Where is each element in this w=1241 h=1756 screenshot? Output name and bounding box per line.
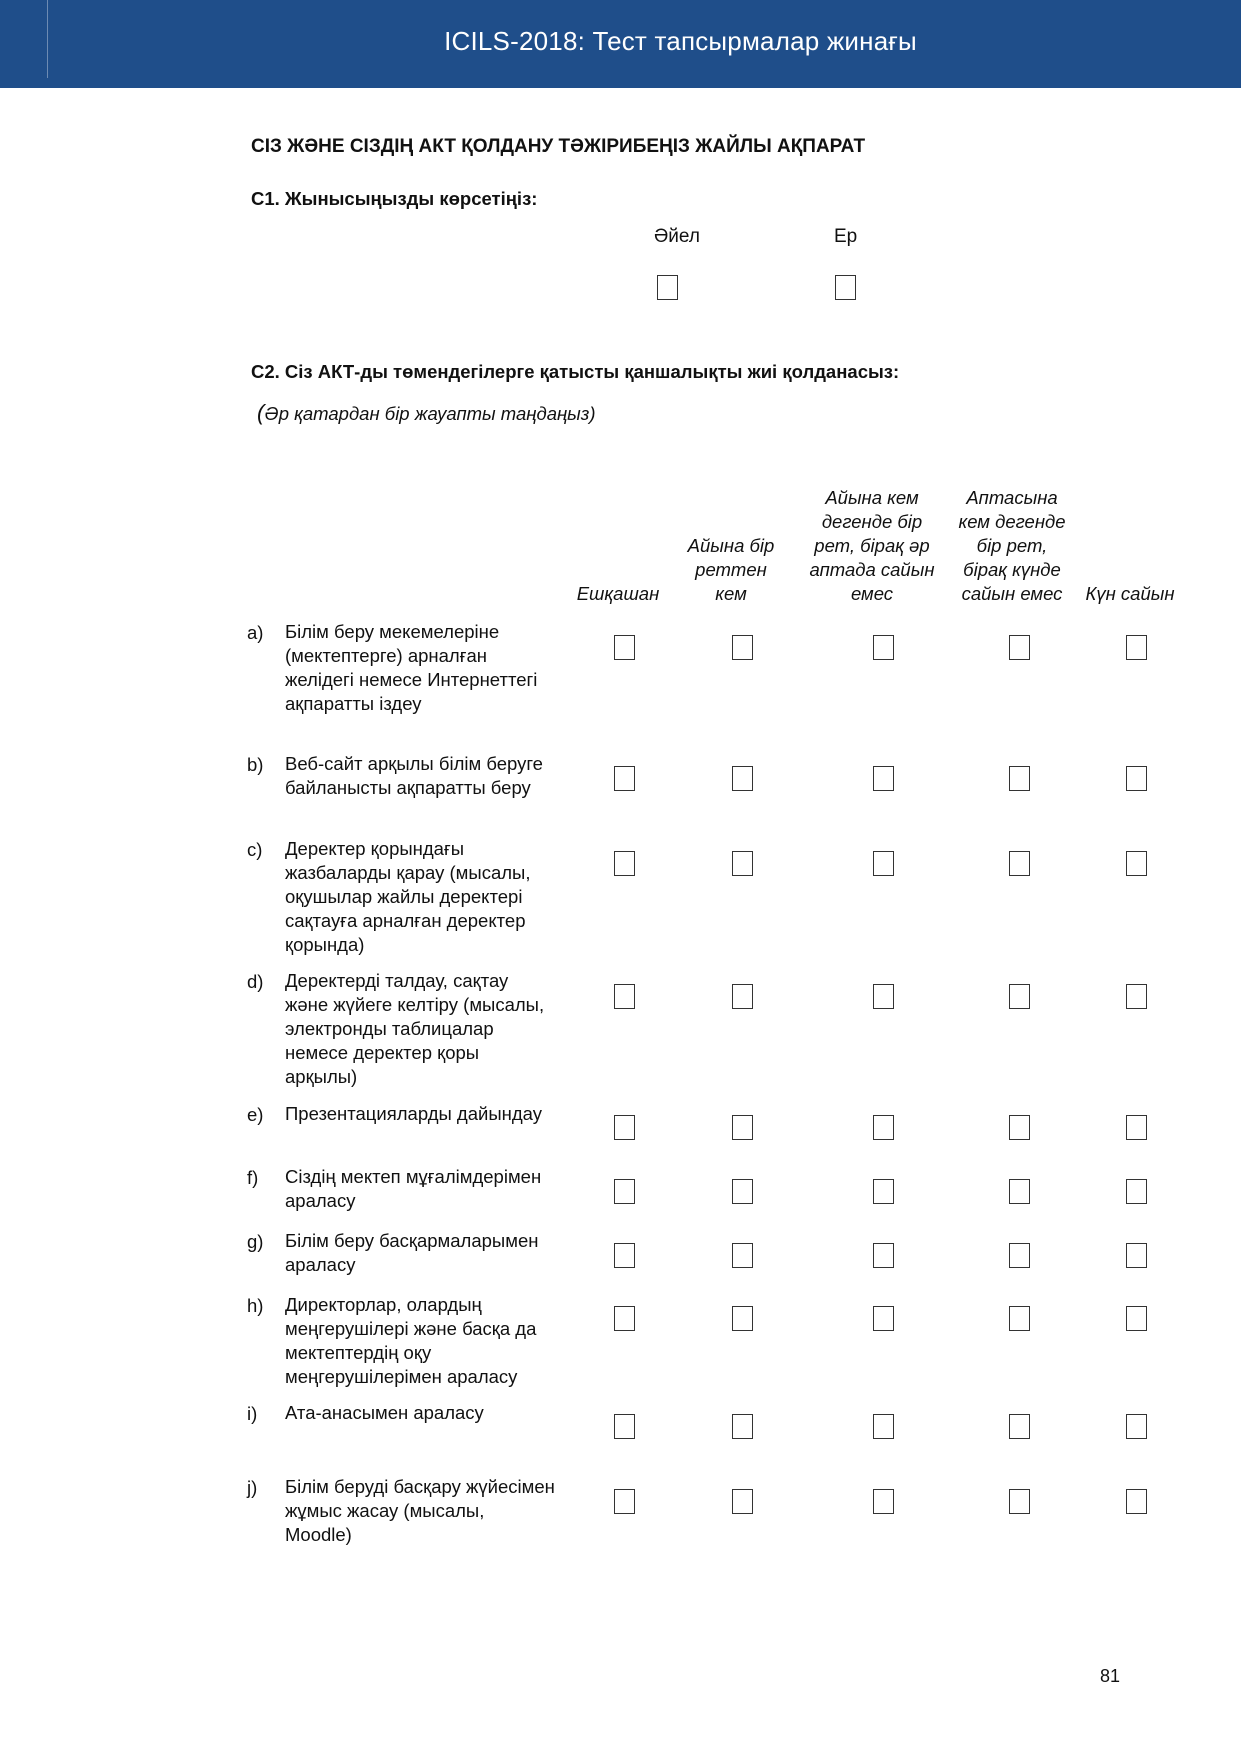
c2-question-title: C2. Сіз АКТ-ды төмендегілерге қатысты қаншалықты жиі қолданасыз: (251, 361, 900, 382)
row-letter: h) (247, 1295, 264, 1316)
row-label: Презентацияларды дайындау (285, 1103, 542, 1124)
row-h-checkbox-daily[interactable] (1126, 1306, 1147, 1331)
row-g-checkbox-never[interactable] (614, 1243, 635, 1268)
row-letter: g) (247, 1231, 264, 1252)
row-label: Веб-сайт арқылы білім беруге байланысты ақпаратты беру (285, 753, 543, 798)
page-header (0, 0, 1241, 88)
row-label: Білім беру мекемелеріне (мектептерге) арналған желідегі немесе Интернеттегі ақпаратты іздеу (285, 621, 538, 714)
row-f-checkbox-daily[interactable] (1126, 1179, 1147, 1204)
row-letter: j) (247, 1477, 258, 1498)
row-e-checkbox-less-than-monthly[interactable] (732, 1115, 753, 1140)
row-e-checkbox-weekly[interactable] (1009, 1115, 1030, 1140)
row-label: Деректер қорындағы жазбаларды қарау (мысалы, оқушылар жайлы деректері сақтауға арналған деректер қорында) (285, 838, 531, 955)
row-f-checkbox-weekly[interactable] (1009, 1179, 1030, 1204)
row-letter: f) (247, 1167, 259, 1188)
section-title: СІЗ ЖӘНЕ СІЗДІҢ АКТ ҚОЛДАНУ ТӘЖІРИБЕҢІЗ ЖАЙЛЫ АҚПАРАТ (251, 136, 866, 157)
row-f-checkbox-monthly[interactable] (873, 1179, 894, 1204)
row-j-checkbox-monthly[interactable] (873, 1489, 894, 1514)
row-a-checkbox-less-than-monthly[interactable] (732, 635, 753, 660)
row-i-checkbox-less-than-monthly[interactable] (732, 1414, 753, 1439)
row-g-checkbox-monthly[interactable] (873, 1243, 894, 1268)
row-b-checkbox-daily[interactable] (1126, 766, 1147, 791)
row-a-checkbox-daily[interactable] (1126, 635, 1147, 660)
row-e-checkbox-daily[interactable] (1126, 1115, 1147, 1140)
row-letter: d) (247, 971, 264, 992)
column-header-monthly: Айына кем дегенде бір рет, бірақ әр аптада сайын емес (809, 487, 935, 604)
row-h-checkbox-monthly[interactable] (873, 1306, 894, 1331)
row-label: Ата-анасымен араласу (285, 1402, 484, 1423)
row-b-checkbox-weekly[interactable] (1009, 766, 1030, 791)
row-c-checkbox-weekly[interactable] (1009, 851, 1030, 876)
row-c-checkbox-monthly[interactable] (873, 851, 894, 876)
row-g-checkbox-less-than-monthly[interactable] (732, 1243, 753, 1268)
row-g-checkbox-weekly[interactable] (1009, 1243, 1030, 1268)
row-i-checkbox-monthly[interactable] (873, 1414, 894, 1439)
row-b-checkbox-never[interactable] (614, 766, 635, 791)
row-f-checkbox-never[interactable] (614, 1179, 635, 1204)
row-letter: e) (247, 1104, 264, 1125)
row-letter: a) (247, 622, 264, 643)
row-c-checkbox-daily[interactable] (1126, 851, 1147, 876)
column-header-less-than-monthly: Айына бір реттен кем (687, 535, 775, 604)
row-g-checkbox-daily[interactable] (1126, 1243, 1147, 1268)
c1-question-title: C1. Жынысыңызды көрсетіңіз: (251, 188, 538, 209)
row-d-checkbox-monthly[interactable] (873, 984, 894, 1009)
column-header-daily: Күн сайын (1085, 583, 1175, 604)
row-i-checkbox-weekly[interactable] (1009, 1414, 1030, 1439)
row-c-checkbox-never[interactable] (614, 851, 635, 876)
row-j-checkbox-never[interactable] (614, 1489, 635, 1514)
c2-instruction: (Әр қатардан бір жауапты таңдаңыз) (257, 400, 596, 425)
row-j-checkbox-weekly[interactable] (1009, 1489, 1030, 1514)
column-header-weekly: Аптасына кем дегенде бір рет, бірақ күнде сайын емес (958, 487, 1066, 604)
c1-checkbox-female[interactable] (657, 275, 678, 300)
row-j-checkbox-daily[interactable] (1126, 1489, 1147, 1514)
row-h-checkbox-weekly[interactable] (1009, 1306, 1030, 1331)
page-number: 81 (1100, 1666, 1121, 1686)
row-f-checkbox-less-than-monthly[interactable] (732, 1179, 753, 1204)
row-letter: b) (247, 754, 264, 775)
row-h-checkbox-never[interactable] (614, 1306, 635, 1331)
row-a-checkbox-weekly[interactable] (1009, 635, 1030, 660)
row-e-checkbox-monthly[interactable] (873, 1115, 894, 1140)
row-d-checkbox-never[interactable] (614, 984, 635, 1009)
row-letter: c) (247, 839, 263, 860)
row-letter: i) (247, 1403, 258, 1424)
row-e-checkbox-never[interactable] (614, 1115, 635, 1140)
row-i-checkbox-never[interactable] (614, 1414, 635, 1439)
row-j-checkbox-less-than-monthly[interactable] (732, 1489, 753, 1514)
row-label: Сіздің мектеп мұғалімдерімен араласу (285, 1166, 542, 1211)
row-label: Білім беру басқармаларымен араласу (285, 1230, 539, 1275)
header-title: ICILS-2018: Тест тапсырмалар жинағы (444, 26, 917, 56)
row-label: Деректерді талдау, сақтау және жүйеге келтіру (мысалы, электронды таблицалар немесе деректер қоры арқылы) (285, 970, 545, 1087)
column-header-never: Ешқашан (576, 583, 660, 604)
row-label: Директорлар, олардың меңгерушілері және басқа да мектептердің оқу меңгерушілерімен араласу (285, 1294, 537, 1387)
row-b-checkbox-less-than-monthly[interactable] (732, 766, 753, 791)
c1-option-label-male: Ер (834, 226, 858, 247)
row-a-checkbox-never[interactable] (614, 635, 635, 660)
row-d-checkbox-less-than-monthly[interactable] (732, 984, 753, 1009)
row-i-checkbox-daily[interactable] (1126, 1414, 1147, 1439)
row-label: Білім беруді басқару жүйесімен жұмыс жасау (мысалы, Moodle) (285, 1476, 555, 1545)
c1-checkbox-male[interactable] (835, 275, 856, 300)
row-d-checkbox-daily[interactable] (1126, 984, 1147, 1009)
row-c-checkbox-less-than-monthly[interactable] (732, 851, 753, 876)
row-h-checkbox-less-than-monthly[interactable] (732, 1306, 753, 1331)
c1-option-label-female: Әйел (654, 226, 700, 247)
row-a-checkbox-monthly[interactable] (873, 635, 894, 660)
row-b-checkbox-monthly[interactable] (873, 766, 894, 791)
row-d-checkbox-weekly[interactable] (1009, 984, 1030, 1009)
